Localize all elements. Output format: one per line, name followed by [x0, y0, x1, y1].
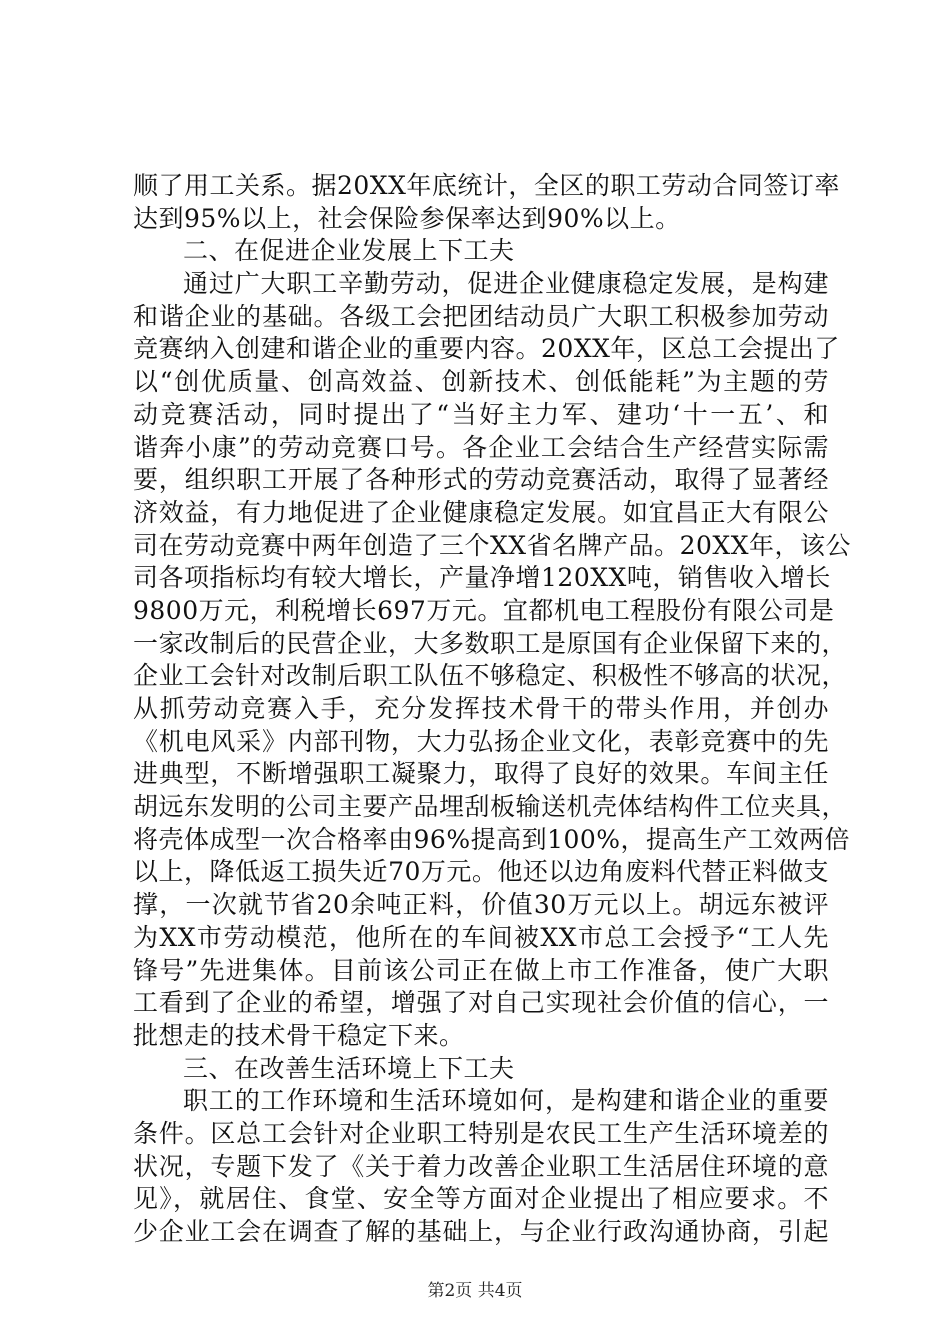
text-line: 谐奔小康”的劳动竞赛口号。各企业工会结合生产经营实际需 — [133, 432, 829, 462]
text-line: 以“创优质量、创高效益、创新技术、创低能耗”为主题的劳 — [133, 367, 829, 397]
text-line: 进典型，不断增强职工凝聚力，取得了良好的效果。车间主任 — [133, 759, 829, 789]
text-line: 9800万元，利税增长697万元。宜都机电工程股份有限公司是 — [133, 595, 835, 625]
text-line: 通过广大职工辛勤劳动，促进企业健康稳定发展，是构建 — [183, 269, 829, 299]
text-line: 见》，就居住、食堂、安全等方面对企业提出了相应要求。不 — [133, 1184, 829, 1214]
text-line: 锋号”先进集体。目前该公司正在做上市工作准备，使广大职 — [133, 955, 829, 985]
text-line: 从抓劳动竞赛入手，充分发挥技术骨干的带头作用，并创办 — [133, 694, 829, 723]
text-line: 为XX市劳动模范，他所在的车间被XX市总工会授予“工人先 — [133, 922, 829, 952]
document-body — [133, 170, 852, 1249]
text-line: 济效益，有力地促进了企业健康稳定发展。如宜昌正大有限公 — [133, 497, 829, 527]
text-line: 企业工会针对改制后职工队伍不够稳定、积极性不够高的状况， — [133, 661, 848, 691]
section-heading: 二、在促进企业发展上下工夫 — [183, 236, 515, 266]
text-line: 动竞赛活动，同时提出了“当好主力军、建功‘十一五’、和 — [133, 399, 829, 429]
text-line: 条件。区总工会针对企业职工特别是农民工生产生活环境差的 — [133, 1118, 829, 1148]
page-footer: 第2页 共4页 — [427, 1281, 523, 1301]
section-heading: 三、在改善生活环境上下工夫 — [183, 1053, 515, 1083]
text-line: 要，组织职工开展了各种形式的劳动竞赛活动，取得了显著经 — [133, 465, 829, 495]
text-line: 少企业工会在调查了解的基础上，与企业行政沟通协商，引起 — [133, 1217, 829, 1246]
text-line: 司在劳动竞赛中两年创造了三个XX省名牌产品。20XX年，该公 — [133, 530, 852, 560]
text-line: 职工的工作环境和生活环境如何，是构建和谐企业的重要 — [183, 1086, 829, 1116]
text-line: 一家改制后的民营企业，大多数职工是原国有企业保留下来的， — [133, 628, 848, 658]
text-line: 工看到了企业的希望，增强了对自己实现社会价值的信心，一 — [133, 988, 829, 1018]
text-line: 状况，专题下发了《关于着力改善企业职工生活居住环境的意 — [133, 1151, 829, 1181]
text-line: 《机电风采》内部刊物，大力弘扬企业文化，表彰竞赛中的先 — [133, 726, 829, 756]
text-line: 顺了用工关系。据20XX年底统计，全区的职工劳动合同签订率 — [133, 171, 840, 200]
text-line: 批想走的技术骨干稳定下来。 — [133, 1020, 465, 1050]
text-line: 达到95%以上，社会保险参保率达到90%以上。 — [133, 203, 681, 233]
text-line: 胡远东发明的公司主要产品埋刮板输送机壳体结构件工位夹具， — [133, 792, 848, 822]
text-line: 撑，一次就节省20余吨正料，价值30万元以上。胡远东被评 — [133, 890, 829, 920]
text-line: 司各项指标均有较大增长，产量净增120XX吨，销售收入增长 — [133, 563, 831, 593]
text-line: 以上，降低返工损失近70万元。他还以边角废料代替正料做支 — [133, 857, 829, 887]
text-line: 竞赛纳入创建和谐企业的重要内容。20XX年，区总工会提出了 — [133, 334, 840, 364]
text-line: 和谐企业的基础。各级工会把团结动员广大职工积极参加劳动 — [133, 301, 829, 331]
text-line: 将壳体成型一次合格率由96%提高到100%，提高生产工效两倍 — [133, 824, 851, 854]
